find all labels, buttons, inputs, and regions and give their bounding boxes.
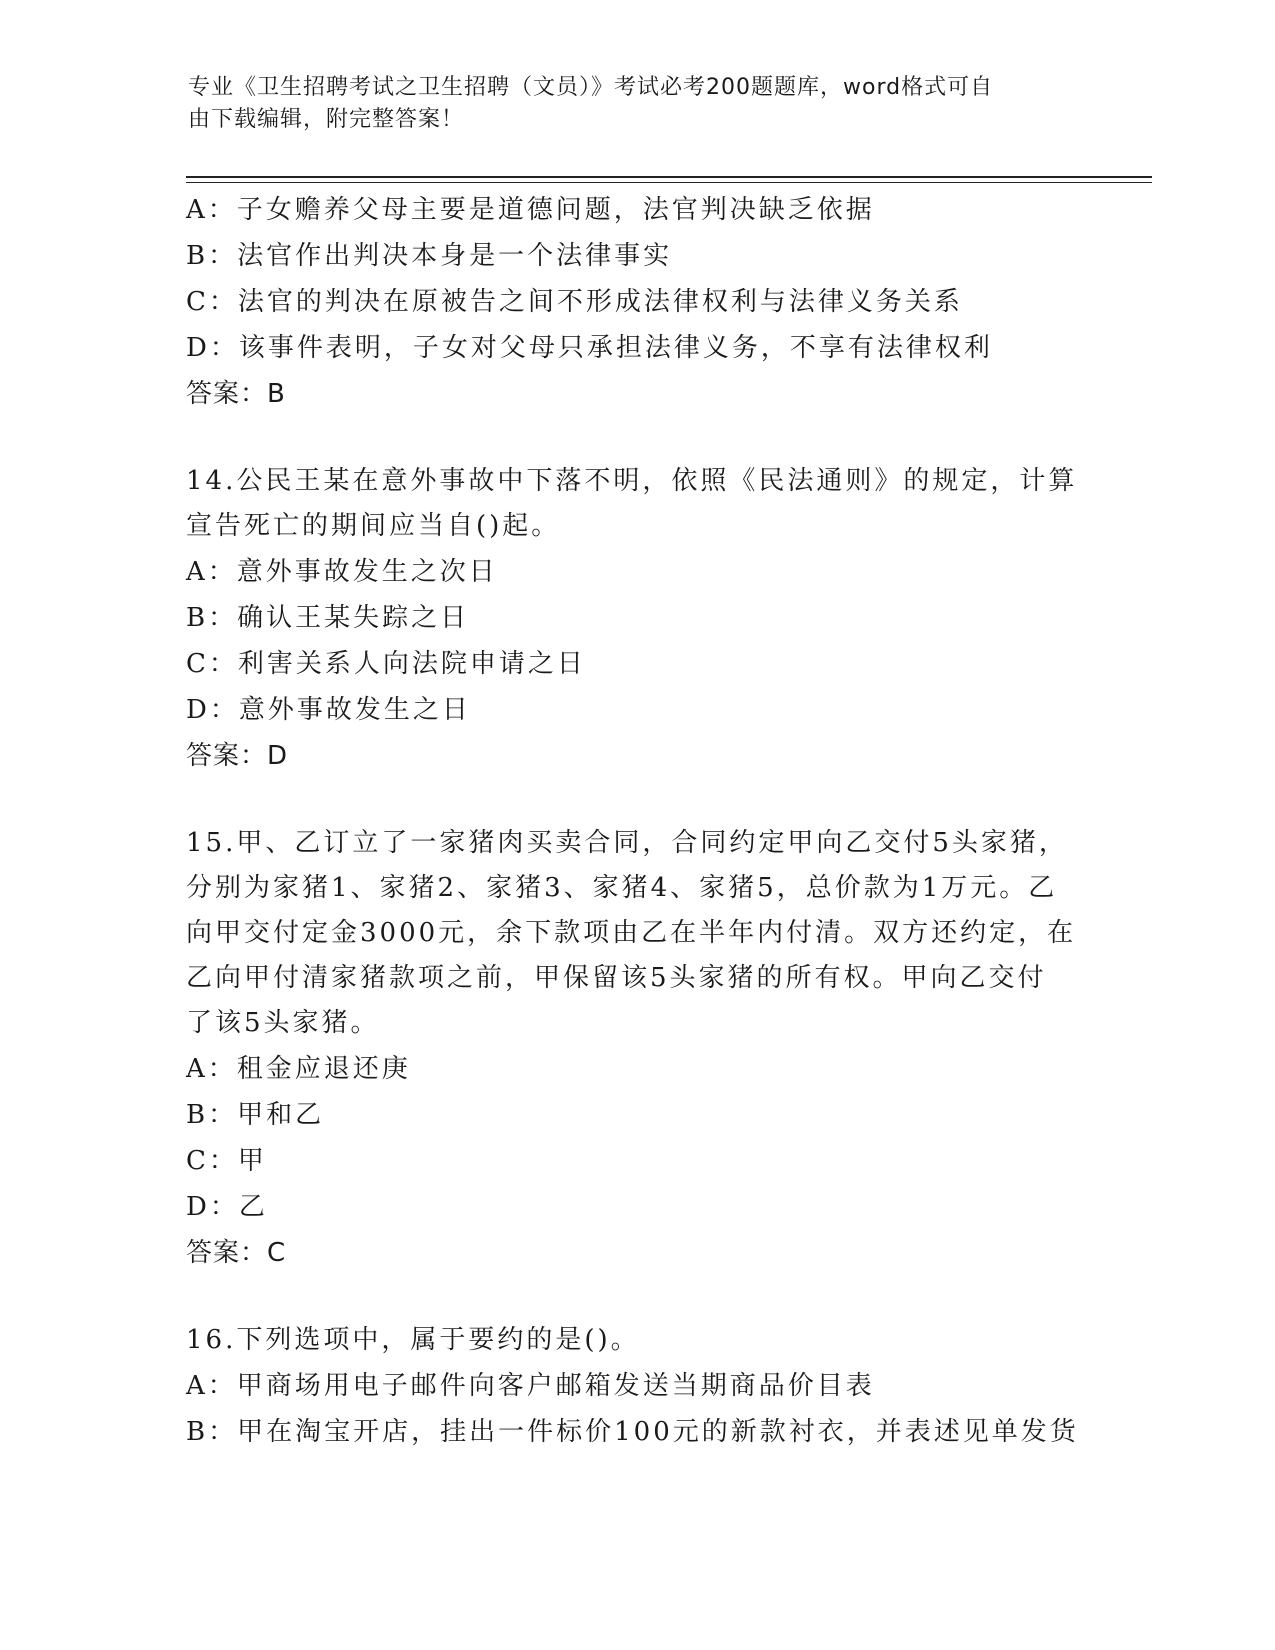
q15-answer: 答案：C — [186, 1238, 287, 1268]
q14-option-d: D：意外事故发生之日 — [186, 695, 471, 725]
q14-stem — [186, 459, 1086, 549]
q15-stem-line-1: 15.甲、乙订立了一家猪肉买卖合同，合同约定甲向乙交付5头家猪， — [186, 828, 1068, 858]
q14-option-b: B：确认王某失踪之日 — [186, 603, 470, 633]
q13-option-a: A：子女赡养父母主要是道德问题，法官判决缺乏依据 — [186, 195, 875, 225]
q14-option-c: C：利害关系人向法院申请之日 — [186, 649, 586, 679]
header-rule-thin — [186, 182, 1152, 183]
question-13-fragment — [186, 187, 1086, 417]
q16-stem — [186, 1318, 1086, 1363]
header-rule-thick — [186, 176, 1152, 178]
header-line-1: 专业《卫生招聘考试之卫生招聘（文员）》考试必考200题题库，word格式可自 — [188, 75, 994, 100]
q14-answer: 答案：D — [186, 741, 289, 771]
q15-option-d: D：乙 — [186, 1192, 268, 1222]
q16-stem-line-1: 16.下列选项中，属于要约的是()。 — [186, 1325, 640, 1355]
q15-stem-line-5: 了该5头家猪。 — [186, 1008, 380, 1038]
q16-option-a: A：甲商场用电子邮件向客户邮箱发送当期商品价目表 — [186, 1371, 875, 1401]
q15-option-c: C：甲 — [186, 1146, 267, 1176]
document-body — [186, 187, 1086, 1455]
q13-option-d: D：该事件表明，子女对父母只承担法律义务，不享有法律权利 — [186, 333, 993, 363]
header-line-2: 由下载编辑，附完整答案！ — [188, 107, 465, 132]
q13-option-b: B：法官作出判决本身是一个法律事实 — [186, 241, 673, 271]
q15-option-b: B：甲和乙 — [186, 1100, 325, 1130]
q14-stem-line-2: 宣告死亡的期间应当自()起。 — [186, 511, 561, 541]
q13-option-c: C：法官的判决在原被告之间不形成法律权利与法律义务关系 — [186, 287, 963, 317]
q14-stem-line-1: 14.公民王某在意外事故中下落不明，依照《民法通则》的规定，计算 — [186, 466, 1078, 496]
q15-stem-line-2: 分别为家猪1、家猪2、家猪3、家猪4、家猪5，总价款为1万元。乙 — [186, 873, 1058, 903]
q14-option-a: A：意外事故发生之次日 — [186, 557, 498, 587]
q16-option-b: B：甲在淘宝开店，挂出一件标价100元的新款衬衣，并表述见单发货 — [186, 1417, 1079, 1447]
q15-option-a: A：租金应退还庚 — [186, 1054, 411, 1084]
question-16 — [186, 1318, 1086, 1455]
question-14 — [186, 459, 1086, 779]
q15-stem-line-3: 向甲交付定金3000元，余下款项由乙在半年内付清。双方还约定，在 — [186, 918, 1077, 948]
document-header — [188, 72, 1068, 136]
question-15 — [186, 821, 1086, 1276]
q13-answer: 答案：B — [186, 379, 286, 409]
q15-stem-line-4: 乙向甲付清家猪款项之前，甲保留该5头家猪的所有权。甲向乙交付 — [186, 963, 1047, 993]
q15-stem — [186, 821, 1086, 1046]
